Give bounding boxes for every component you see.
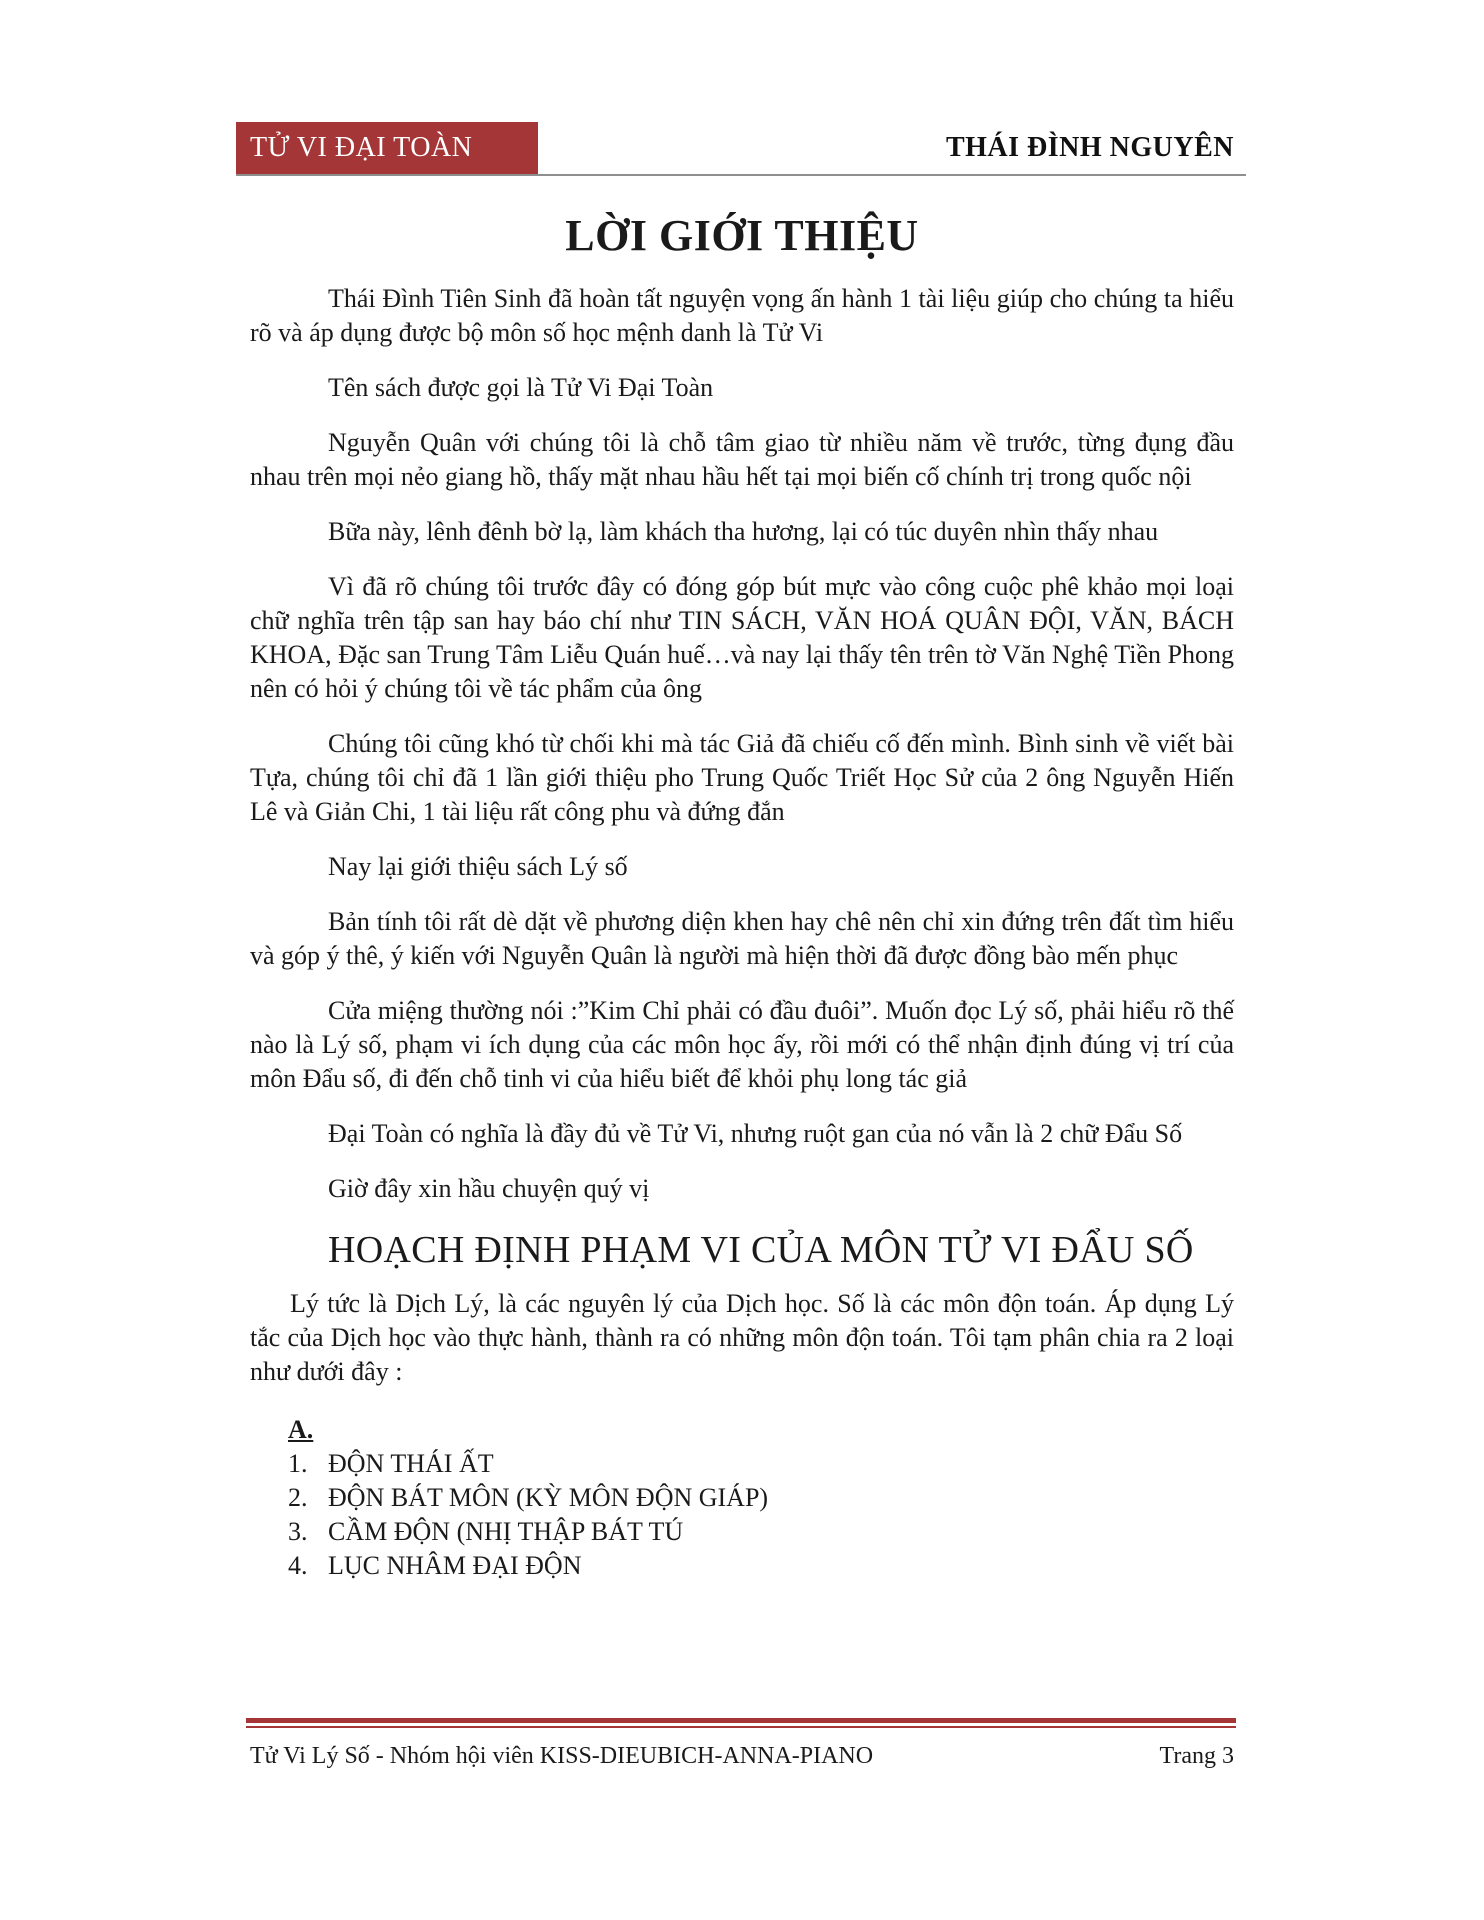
paragraph: Nguyễn Quân với chúng tôi là chỗ tâm giao từ nhiều năm về trước, từng đụng đầu nhau trên mọi nẻo giang hồ, thấy mặt nhau hầu hết tại mọi biến cố chính trị trong quốc nội bbox=[250, 428, 1234, 491]
footer-divider-thick bbox=[246, 1718, 1236, 1723]
list-item bbox=[288, 1447, 1234, 1481]
list-item-number: 3. bbox=[288, 1517, 308, 1546]
list-item bbox=[288, 1549, 1234, 1583]
header-book-title: TỬ VI ĐẠI TOÀN bbox=[236, 122, 538, 174]
paragraph: Chúng tôi cũng khó từ chối khi mà tác Giả đã chiếu cố đến mình. Bình sinh về viết bài Tựa, chúng tôi chỉ đã 1 lần giới thiệu pho Trung Quốc Triết Học Sử của 2 ông Nguyễn Hiến Lê và Giản Chi, 1 tài liệu rất công phu và đứng đắn bbox=[250, 729, 1234, 826]
paragraph: Đại Toàn có nghĩa là đầy đủ về Tử Vi, nhưng ruột gan của nó vẫn là 2 chữ Đẩu Số bbox=[328, 1119, 1183, 1148]
numbered-list bbox=[250, 1447, 1234, 1583]
list-heading: A. bbox=[288, 1415, 314, 1444]
paragraph: Bữa này, lênh đênh bờ lạ, làm khách tha hương, lại có túc duyên nhìn thấy nhau bbox=[328, 517, 1159, 546]
list-item-text: ĐỘN THÁI ẤT bbox=[328, 1449, 494, 1478]
paragraph: Cửa miệng thường nói :”Kim Chỉ phải có đầu đuôi”. Muốn đọc Lý số, phải hiểu rõ thế nào là Lý số, phạm vi ích dụng của các môn học ấy, rồi mới có thể nhận định đúng vị trí của môn Đẩu số, đi đến chỗ tinh vi của hiểu biết để khỏi phụ long tác giả bbox=[250, 996, 1234, 1093]
list-item-number: 2. bbox=[288, 1483, 308, 1512]
page-footer bbox=[250, 1736, 1234, 1776]
page-title: LỜI GIỚI THIỆU bbox=[565, 211, 919, 260]
list-item-number: 4. bbox=[288, 1551, 308, 1580]
list-item-text: ĐỘN BÁT MÔN (KỲ MÔN ĐỘN GIÁP) bbox=[328, 1483, 769, 1512]
footer-divider-thin bbox=[246, 1726, 1236, 1728]
paragraph: Vì đã rõ chúng tôi trước đây có đóng góp bút mực vào công cuộc phê khảo mọi loại chữ nghĩa trên tập san hay báo chí như TIN SÁCH, VĂN HOÁ QUÂN ĐỘI, VĂN, BÁCH KHOA, Đặc san Trung Tâm Liễu Quán huế…và nay lại thấy tên trên tờ Văn Nghệ Tiền Phong nên có hỏi ý chúng tôi về tác phẩm của ông bbox=[250, 572, 1234, 703]
list-item bbox=[288, 1481, 1234, 1515]
paragraph: Giờ đây xin hầu chuyện quý vị bbox=[328, 1174, 650, 1203]
page-number: Trang 3 bbox=[1159, 1743, 1234, 1769]
list-item bbox=[288, 1515, 1234, 1549]
list-item-text: LỤC NHÂM ĐẠI ĐỘN bbox=[328, 1551, 582, 1580]
page-header bbox=[236, 122, 1246, 176]
footer-source: Tử Vi Lý Số - Nhóm hội viên KISS-DIEUBICH-ANNA-PIANO bbox=[250, 1743, 874, 1769]
main-content bbox=[250, 204, 1234, 1583]
header-author: THÁI ĐÌNH NGUYÊN bbox=[945, 132, 1234, 163]
section-title: HOẠCH ĐỊNH PHẠM VI CỦA MÔN TỬ VI ĐẨU SỐ bbox=[328, 1229, 1194, 1271]
list-item-number: 1. bbox=[288, 1449, 308, 1478]
section-paragraph: Lý tức là Dịch Lý, là các nguyên lý của Dịch học. Số là các môn độn toán. Áp dụng Lý tắc của Dịch học vào thực hành, thành ra có những môn độn toán. Tôi tạm phân chia ra 2 loại như dưới đây : bbox=[250, 1289, 1234, 1386]
footer-divider bbox=[246, 1718, 1236, 1728]
paragraph: Nay lại giới thiệu sách Lý số bbox=[328, 852, 628, 881]
paragraph: Bản tính tôi rất dè dặt về phương diện khen hay chê nên chỉ xin đứng trên đất tìm hiểu và góp ý thê, ý kiến với Nguyễn Quân là người mà hiện thời đã được đồng bào mến phục bbox=[250, 907, 1234, 970]
list-item-text: CẦM ĐỘN (NHỊ THẬP BÁT TÚ bbox=[328, 1517, 684, 1546]
paragraph: Thái Đình Tiên Sinh đã hoàn tất nguyện vọng ấn hành 1 tài liệu giúp cho chúng ta hiểu rõ và áp dụng được bộ môn số học mệnh danh là Tử Vi bbox=[250, 284, 1234, 347]
paragraph: Tên sách được gọi là Tử Vi Đại Toàn bbox=[328, 373, 714, 402]
